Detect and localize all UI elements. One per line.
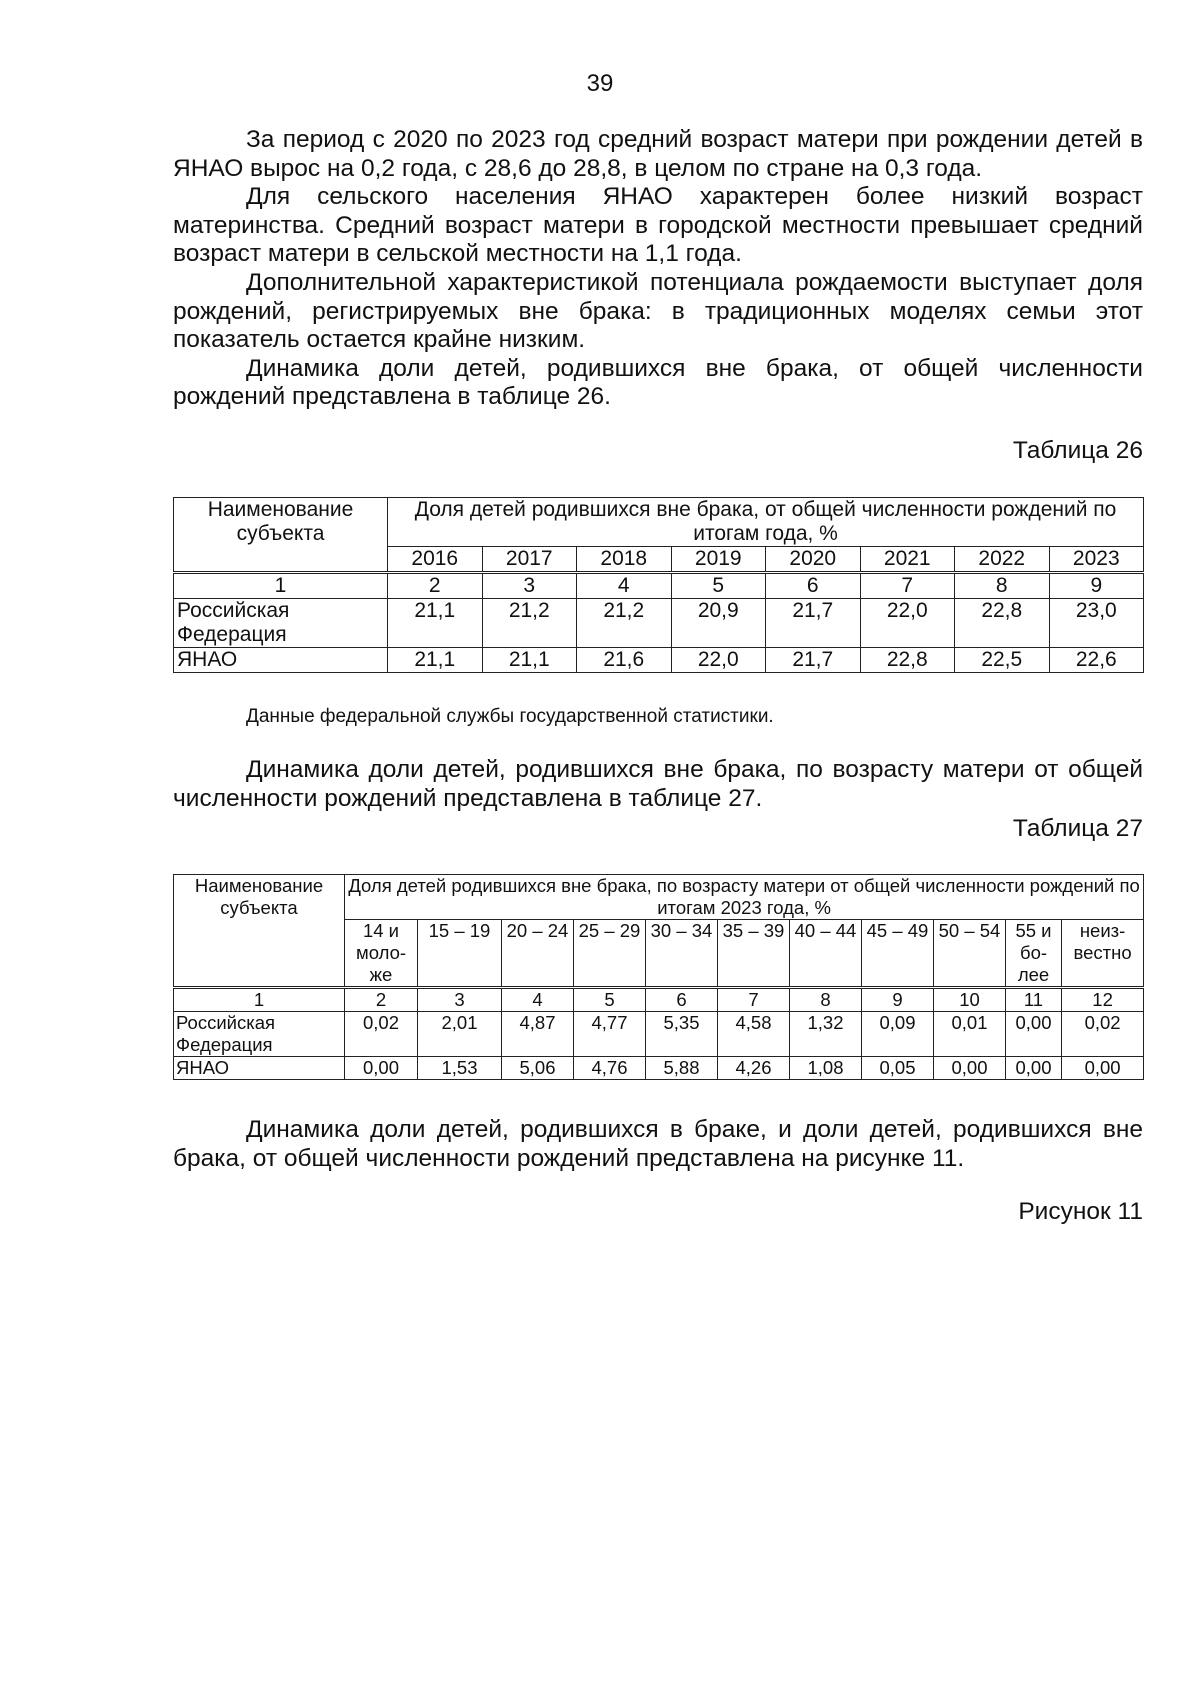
data-cell: 22,0 <box>860 599 955 648</box>
col-number: 11 <box>1006 988 1062 1012</box>
col-number: 8 <box>790 988 862 1012</box>
figure-label: Рисунок 11 <box>1018 1198 1143 1225</box>
col-number: 1 <box>174 988 345 1012</box>
data-cell: 5,88 <box>646 1057 718 1080</box>
data-cell: 22,5 <box>955 648 1050 673</box>
col-number: 5 <box>671 573 766 599</box>
column-number-row <box>174 988 1144 1012</box>
col-number: 3 <box>482 573 577 599</box>
table-row <box>174 1057 1144 1080</box>
data-cell: 4,76 <box>574 1057 646 1080</box>
table-27 <box>173 874 1144 1080</box>
header-subject: Наименование субъекта <box>174 875 345 988</box>
data-cell: 0,09 <box>862 1012 934 1057</box>
data-cell: 20,9 <box>671 599 766 648</box>
intro-text <box>173 126 1143 412</box>
data-cell: 0,00 <box>1006 1012 1062 1057</box>
data-cell: 21,1 <box>388 648 483 673</box>
data-cell: 22,0 <box>671 648 766 673</box>
source-note: Данные федеральной службы государственной статистики. <box>246 706 774 727</box>
table-row <box>174 599 1144 648</box>
data-cell: 22,6 <box>1049 648 1144 673</box>
col-number: 10 <box>934 988 1006 1012</box>
age-group-cell: 40 – 44 <box>790 920 862 988</box>
row-name: ЯНАО <box>174 648 388 673</box>
col-number: 4 <box>577 573 672 599</box>
col-number: 5 <box>574 988 646 1012</box>
data-cell: 0,00 <box>1062 1057 1144 1080</box>
table-26 <box>173 497 1144 673</box>
paragraph: Дополнительной характеристикой потенциала рождаемости выступает доля рождений, регистрируемых вне брака: в традиционных моделях семьи этот показатель остается крайне низким. <box>173 268 1143 354</box>
row-name: Российская Федерация <box>174 599 388 648</box>
header-group: Доля детей родившихся вне брака, от общей численности рождений по итогам года, % <box>388 498 1144 547</box>
table-row <box>174 648 1144 673</box>
data-cell: 0,01 <box>934 1012 1006 1057</box>
data-cell: 4,87 <box>502 1012 574 1057</box>
col-number: 6 <box>646 988 718 1012</box>
data-cell: 21,7 <box>766 648 861 673</box>
data-cell: 0,00 <box>345 1057 418 1080</box>
data-cell: 22,8 <box>955 599 1050 648</box>
data-cell: 0,02 <box>1062 1012 1144 1057</box>
row-name: Российская Федерация <box>174 1012 345 1057</box>
data-cell: 0,00 <box>1006 1057 1062 1080</box>
data-cell: 0,00 <box>934 1057 1006 1080</box>
row-name: ЯНАО <box>174 1057 345 1080</box>
paragraph: Динамика доли детей, родившихся вне брака, по возрасту матери от общей численности рождений представлена в таблице 27. <box>173 756 1143 812</box>
year-cell: 2018 <box>577 547 672 573</box>
data-cell: 21,7 <box>766 599 861 648</box>
data-cell: 21,2 <box>482 599 577 648</box>
data-cell: 5,06 <box>502 1057 574 1080</box>
col-number: 7 <box>860 573 955 599</box>
year-cell: 2021 <box>860 547 955 573</box>
page-number: 39 <box>586 70 614 97</box>
year-cell: 2016 <box>388 547 483 573</box>
data-cell: 2,01 <box>418 1012 502 1057</box>
col-number: 12 <box>1062 988 1144 1012</box>
col-number: 6 <box>766 573 861 599</box>
col-number: 4 <box>502 988 574 1012</box>
bottom-text <box>173 1116 1143 1173</box>
table27-label: Таблица 27 <box>1012 815 1143 842</box>
data-cell: 1,08 <box>790 1057 862 1080</box>
data-cell: 21,6 <box>577 648 672 673</box>
paragraph: За период с 2020 по 2023 год средний возраст матери при рождении детей в ЯНАО вырос на 0,2 года, с 28,6 до 28,8, в целом по стране на 0,3 года. <box>173 126 1143 182</box>
data-cell: 4,77 <box>574 1012 646 1057</box>
age-group-cell: 25 – 29 <box>574 920 646 988</box>
col-number: 2 <box>388 573 483 599</box>
age-group-cell: 30 – 34 <box>646 920 718 988</box>
header-subject: Наименование субъекта <box>174 498 388 573</box>
column-number-row <box>174 573 1144 599</box>
age-group-cell: 45 – 49 <box>862 920 934 988</box>
col-number: 3 <box>418 988 502 1012</box>
age-group-cell: 55 и бо-лее <box>1006 920 1062 988</box>
data-cell: 0,05 <box>862 1057 934 1080</box>
data-cell: 21,2 <box>577 599 672 648</box>
data-cell: 5,35 <box>646 1012 718 1057</box>
age-group-cell: 35 – 39 <box>718 920 790 988</box>
data-cell: 22,8 <box>860 648 955 673</box>
year-cell: 2019 <box>671 547 766 573</box>
table-row <box>174 1012 1144 1057</box>
data-cell: 4,26 <box>718 1057 790 1080</box>
col-number: 9 <box>862 988 934 1012</box>
paragraph: Для сельского населения ЯНАО характерен более низкий возраст материнства. Средний возраст матери в городской местности превышает средний возраст матери в сельской местности на 1,1 года. <box>173 183 1143 268</box>
col-number: 9 <box>1049 573 1144 599</box>
year-cell: 2023 <box>1049 547 1144 573</box>
col-number: 1 <box>174 573 388 599</box>
data-cell: 1,32 <box>790 1012 862 1057</box>
year-cell: 2020 <box>766 547 861 573</box>
data-cell: 21,1 <box>482 648 577 673</box>
data-cell: 4,58 <box>718 1012 790 1057</box>
col-number: 7 <box>718 988 790 1012</box>
age-group-cell: 20 – 24 <box>502 920 574 988</box>
data-cell: 21,1 <box>388 599 483 648</box>
age-group-cell: неиз-вестно <box>1062 920 1144 988</box>
table26-label: Таблица 26 <box>1012 437 1143 464</box>
year-cell: 2022 <box>955 547 1050 573</box>
col-number: 8 <box>955 573 1050 599</box>
data-cell: 23,0 <box>1049 599 1144 648</box>
age-group-cell: 15 – 19 <box>418 920 502 988</box>
data-cell: 0,02 <box>345 1012 418 1057</box>
col-number: 2 <box>345 988 418 1012</box>
data-cell: 1,53 <box>418 1057 502 1080</box>
paragraph: Динамика доли детей, родившихся вне брака, от общей численности рождений представлена в таблице 26. <box>173 354 1143 411</box>
age-group-cell: 50 – 54 <box>934 920 1006 988</box>
paragraph: Динамика доли детей, родившихся в браке, и доли детей, родившихся вне брака, от общей численности рождений представлена на рисунке 11. <box>173 1116 1143 1172</box>
mid-text <box>173 756 1143 813</box>
year-cell: 2017 <box>482 547 577 573</box>
header-group: Доля детей родившихся вне брака, по возрасту матери от общей численности рождений по итогам 2023 года, % <box>345 875 1144 920</box>
age-group-cell: 14 и моло-же <box>345 920 418 988</box>
